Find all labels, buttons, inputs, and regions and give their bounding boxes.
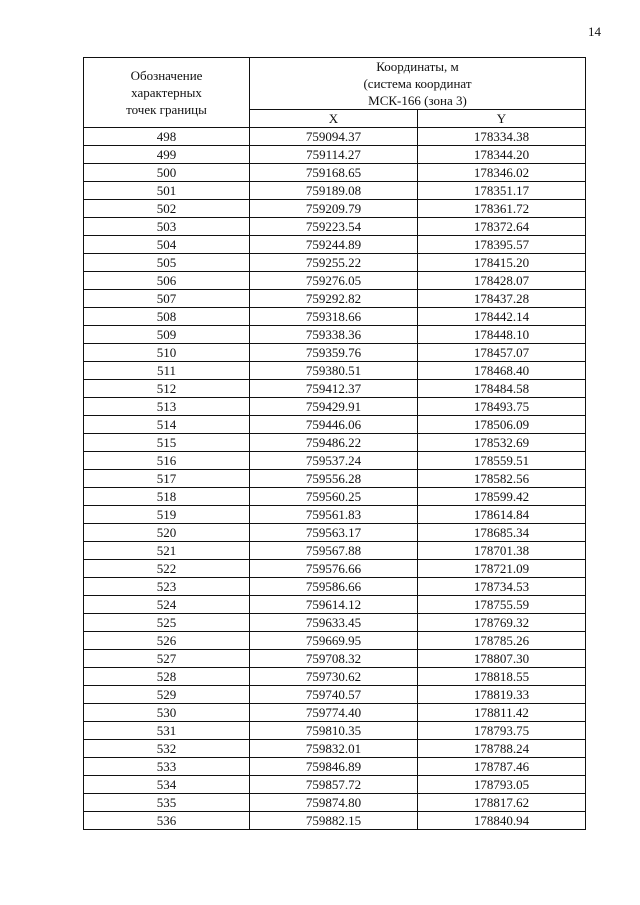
point-number-cell: 502 [84,200,250,218]
table-row [84,524,586,542]
table-row [84,722,586,740]
x-coordinate-cell: 759882.15 [250,812,418,830]
point-number-cell: 517 [84,470,250,488]
point-designation-header [84,58,250,128]
table-row [84,398,586,416]
coordinates-table [83,57,586,830]
point-number-cell: 501 [84,182,250,200]
table-row [84,650,586,668]
point-number-cell: 521 [84,542,250,560]
x-coordinate-cell: 759209.79 [250,200,418,218]
x-coordinate-cell: 759874.80 [250,794,418,812]
table-row [84,488,586,506]
y-coordinate-cell: 178755.59 [418,596,586,614]
point-number-cell: 522 [84,560,250,578]
point-number-cell: 516 [84,452,250,470]
table-row [84,758,586,776]
x-coordinate-cell: 759740.57 [250,686,418,704]
y-coordinate-cell: 178484.58 [418,380,586,398]
point-number-cell: 523 [84,578,250,596]
point-header-line: Обозначение [130,68,203,83]
point-number-cell: 532 [84,740,250,758]
x-coordinate-cell: 759832.01 [250,740,418,758]
y-coordinate-cell: 178428.07 [418,272,586,290]
table-row [84,362,586,380]
y-coordinate-cell: 178785.26 [418,632,586,650]
point-number-cell: 512 [84,380,250,398]
y-coordinate-cell: 178457.07 [418,344,586,362]
x-coordinate-cell: 759633.45 [250,614,418,632]
point-number-cell: 527 [84,650,250,668]
x-coordinate-cell: 759560.25 [250,488,418,506]
x-coordinate-cell: 759486.22 [250,434,418,452]
y-coordinate-cell: 178372.64 [418,218,586,236]
point-number-cell: 515 [84,434,250,452]
x-coordinate-cell: 759537.24 [250,452,418,470]
point-number-cell: 513 [84,398,250,416]
table-row [84,182,586,200]
point-number-cell: 536 [84,812,250,830]
y-coordinate-cell: 178701.38 [418,542,586,560]
table-row [84,380,586,398]
table-row [84,146,586,164]
point-number-cell: 520 [84,524,250,542]
x-coordinate-cell: 759318.66 [250,308,418,326]
table-row [84,200,586,218]
table-row [84,614,586,632]
table-row [84,668,586,686]
x-coordinate-cell: 759730.62 [250,668,418,686]
x-coordinate-cell: 759189.08 [250,182,418,200]
y-coordinate-cell: 178442.14 [418,308,586,326]
x-coordinate-cell: 759094.37 [250,128,418,146]
point-number-cell: 509 [84,326,250,344]
x-coordinate-cell: 759669.95 [250,632,418,650]
point-number-cell: 505 [84,254,250,272]
y-coordinate-cell: 178819.33 [418,686,586,704]
point-header-line: точек границы [126,102,207,117]
y-coordinate-cell: 178787.46 [418,758,586,776]
y-coordinate-cell: 178685.34 [418,524,586,542]
table-row [84,632,586,650]
point-number-cell: 533 [84,758,250,776]
x-coordinate-cell: 759774.40 [250,704,418,722]
point-number-cell: 510 [84,344,250,362]
table-row [84,290,586,308]
table-row [84,794,586,812]
table-row [84,686,586,704]
point-number-cell: 498 [84,128,250,146]
point-number-cell: 530 [84,704,250,722]
table-row [84,326,586,344]
y-coordinate-cell: 178614.84 [418,506,586,524]
table-row [84,812,586,830]
table-row [84,272,586,290]
point-number-cell: 508 [84,308,250,326]
point-number-cell: 499 [84,146,250,164]
x-coordinate-cell: 759380.51 [250,362,418,380]
x-coordinate-cell: 759586.66 [250,578,418,596]
table-row [84,560,586,578]
x-coordinate-cell: 759857.72 [250,776,418,794]
point-number-cell: 524 [84,596,250,614]
table-row [84,452,586,470]
x-coordinate-cell: 759561.83 [250,506,418,524]
y-coordinate-cell: 178734.53 [418,578,586,596]
point-number-cell: 519 [84,506,250,524]
y-coordinate-cell: 178468.40 [418,362,586,380]
x-coordinate-cell: 759114.27 [250,146,418,164]
y-coordinate-cell: 178351.17 [418,182,586,200]
point-number-cell: 535 [84,794,250,812]
y-coordinate-cell: 178334.38 [418,128,586,146]
coords-header-line: (система координат [363,76,472,91]
y-coordinate-cell: 178807.30 [418,650,586,668]
point-number-cell: 507 [84,290,250,308]
coordinates-header [250,58,586,110]
x-coordinate-cell: 759556.28 [250,470,418,488]
x-header: X [250,110,418,128]
y-coordinate-cell: 178346.02 [418,164,586,182]
point-number-cell: 500 [84,164,250,182]
y-coordinate-cell: 178506.09 [418,416,586,434]
table-row [84,704,586,722]
table-header [84,58,586,128]
table-row [84,578,586,596]
table-row [84,740,586,758]
table-row [84,434,586,452]
coords-header-line: Координаты, м [376,59,459,74]
x-coordinate-cell: 759810.35 [250,722,418,740]
x-coordinate-cell: 759614.12 [250,596,418,614]
y-header: Y [418,110,586,128]
x-coordinate-cell: 759244.89 [250,236,418,254]
x-coordinate-cell: 759223.54 [250,218,418,236]
x-coordinate-cell: 759255.22 [250,254,418,272]
table-row [84,254,586,272]
table-row [84,416,586,434]
y-coordinate-cell: 178361.72 [418,200,586,218]
table-row [84,308,586,326]
table-body [84,128,586,830]
y-coordinate-cell: 178493.75 [418,398,586,416]
point-number-cell: 503 [84,218,250,236]
point-number-cell: 528 [84,668,250,686]
y-coordinate-cell: 178817.62 [418,794,586,812]
point-number-cell: 506 [84,272,250,290]
y-coordinate-cell: 178532.69 [418,434,586,452]
y-coordinate-cell: 178793.05 [418,776,586,794]
y-coordinate-cell: 178793.75 [418,722,586,740]
x-coordinate-cell: 759576.66 [250,560,418,578]
y-coordinate-cell: 178769.32 [418,614,586,632]
point-number-cell: 518 [84,488,250,506]
x-coordinate-cell: 759446.06 [250,416,418,434]
y-coordinate-cell: 178415.20 [418,254,586,272]
table-row [84,344,586,362]
table-row [84,506,586,524]
x-coordinate-cell: 759429.91 [250,398,418,416]
x-coordinate-cell: 759567.88 [250,542,418,560]
x-coordinate-cell: 759338.36 [250,326,418,344]
y-coordinate-cell: 178582.56 [418,470,586,488]
table-row [84,470,586,488]
point-number-cell: 529 [84,686,250,704]
y-coordinate-cell: 178840.94 [418,812,586,830]
x-coordinate-cell: 759292.82 [250,290,418,308]
table-row [84,542,586,560]
point-header-line: характерных [131,85,202,100]
point-number-cell: 504 [84,236,250,254]
y-coordinate-cell: 178395.57 [418,236,586,254]
table-row [84,218,586,236]
x-coordinate-cell: 759708.32 [250,650,418,668]
y-coordinate-cell: 178721.09 [418,560,586,578]
x-coordinate-cell: 759168.65 [250,164,418,182]
page-number: 14 [588,24,601,39]
x-coordinate-cell: 759412.37 [250,380,418,398]
y-coordinate-cell: 178811.42 [418,704,586,722]
table-row [84,164,586,182]
point-number-cell: 531 [84,722,250,740]
table-row [84,236,586,254]
x-coordinate-cell: 759276.05 [250,272,418,290]
y-coordinate-cell: 178448.10 [418,326,586,344]
table-row [84,596,586,614]
coords-header-line: МСК-166 (зона 3) [368,93,467,108]
table-row [84,128,586,146]
point-number-cell: 526 [84,632,250,650]
table-row [84,776,586,794]
y-coordinate-cell: 178788.24 [418,740,586,758]
x-coordinate-cell: 759563.17 [250,524,418,542]
point-number-cell: 511 [84,362,250,380]
point-number-cell: 525 [84,614,250,632]
y-coordinate-cell: 178818.55 [418,668,586,686]
y-coordinate-cell: 178344.20 [418,146,586,164]
y-coordinate-cell: 178599.42 [418,488,586,506]
x-coordinate-cell: 759359.76 [250,344,418,362]
y-coordinate-cell: 178437.28 [418,290,586,308]
x-coordinate-cell: 759846.89 [250,758,418,776]
point-number-cell: 514 [84,416,250,434]
y-coordinate-cell: 178559.51 [418,452,586,470]
point-number-cell: 534 [84,776,250,794]
